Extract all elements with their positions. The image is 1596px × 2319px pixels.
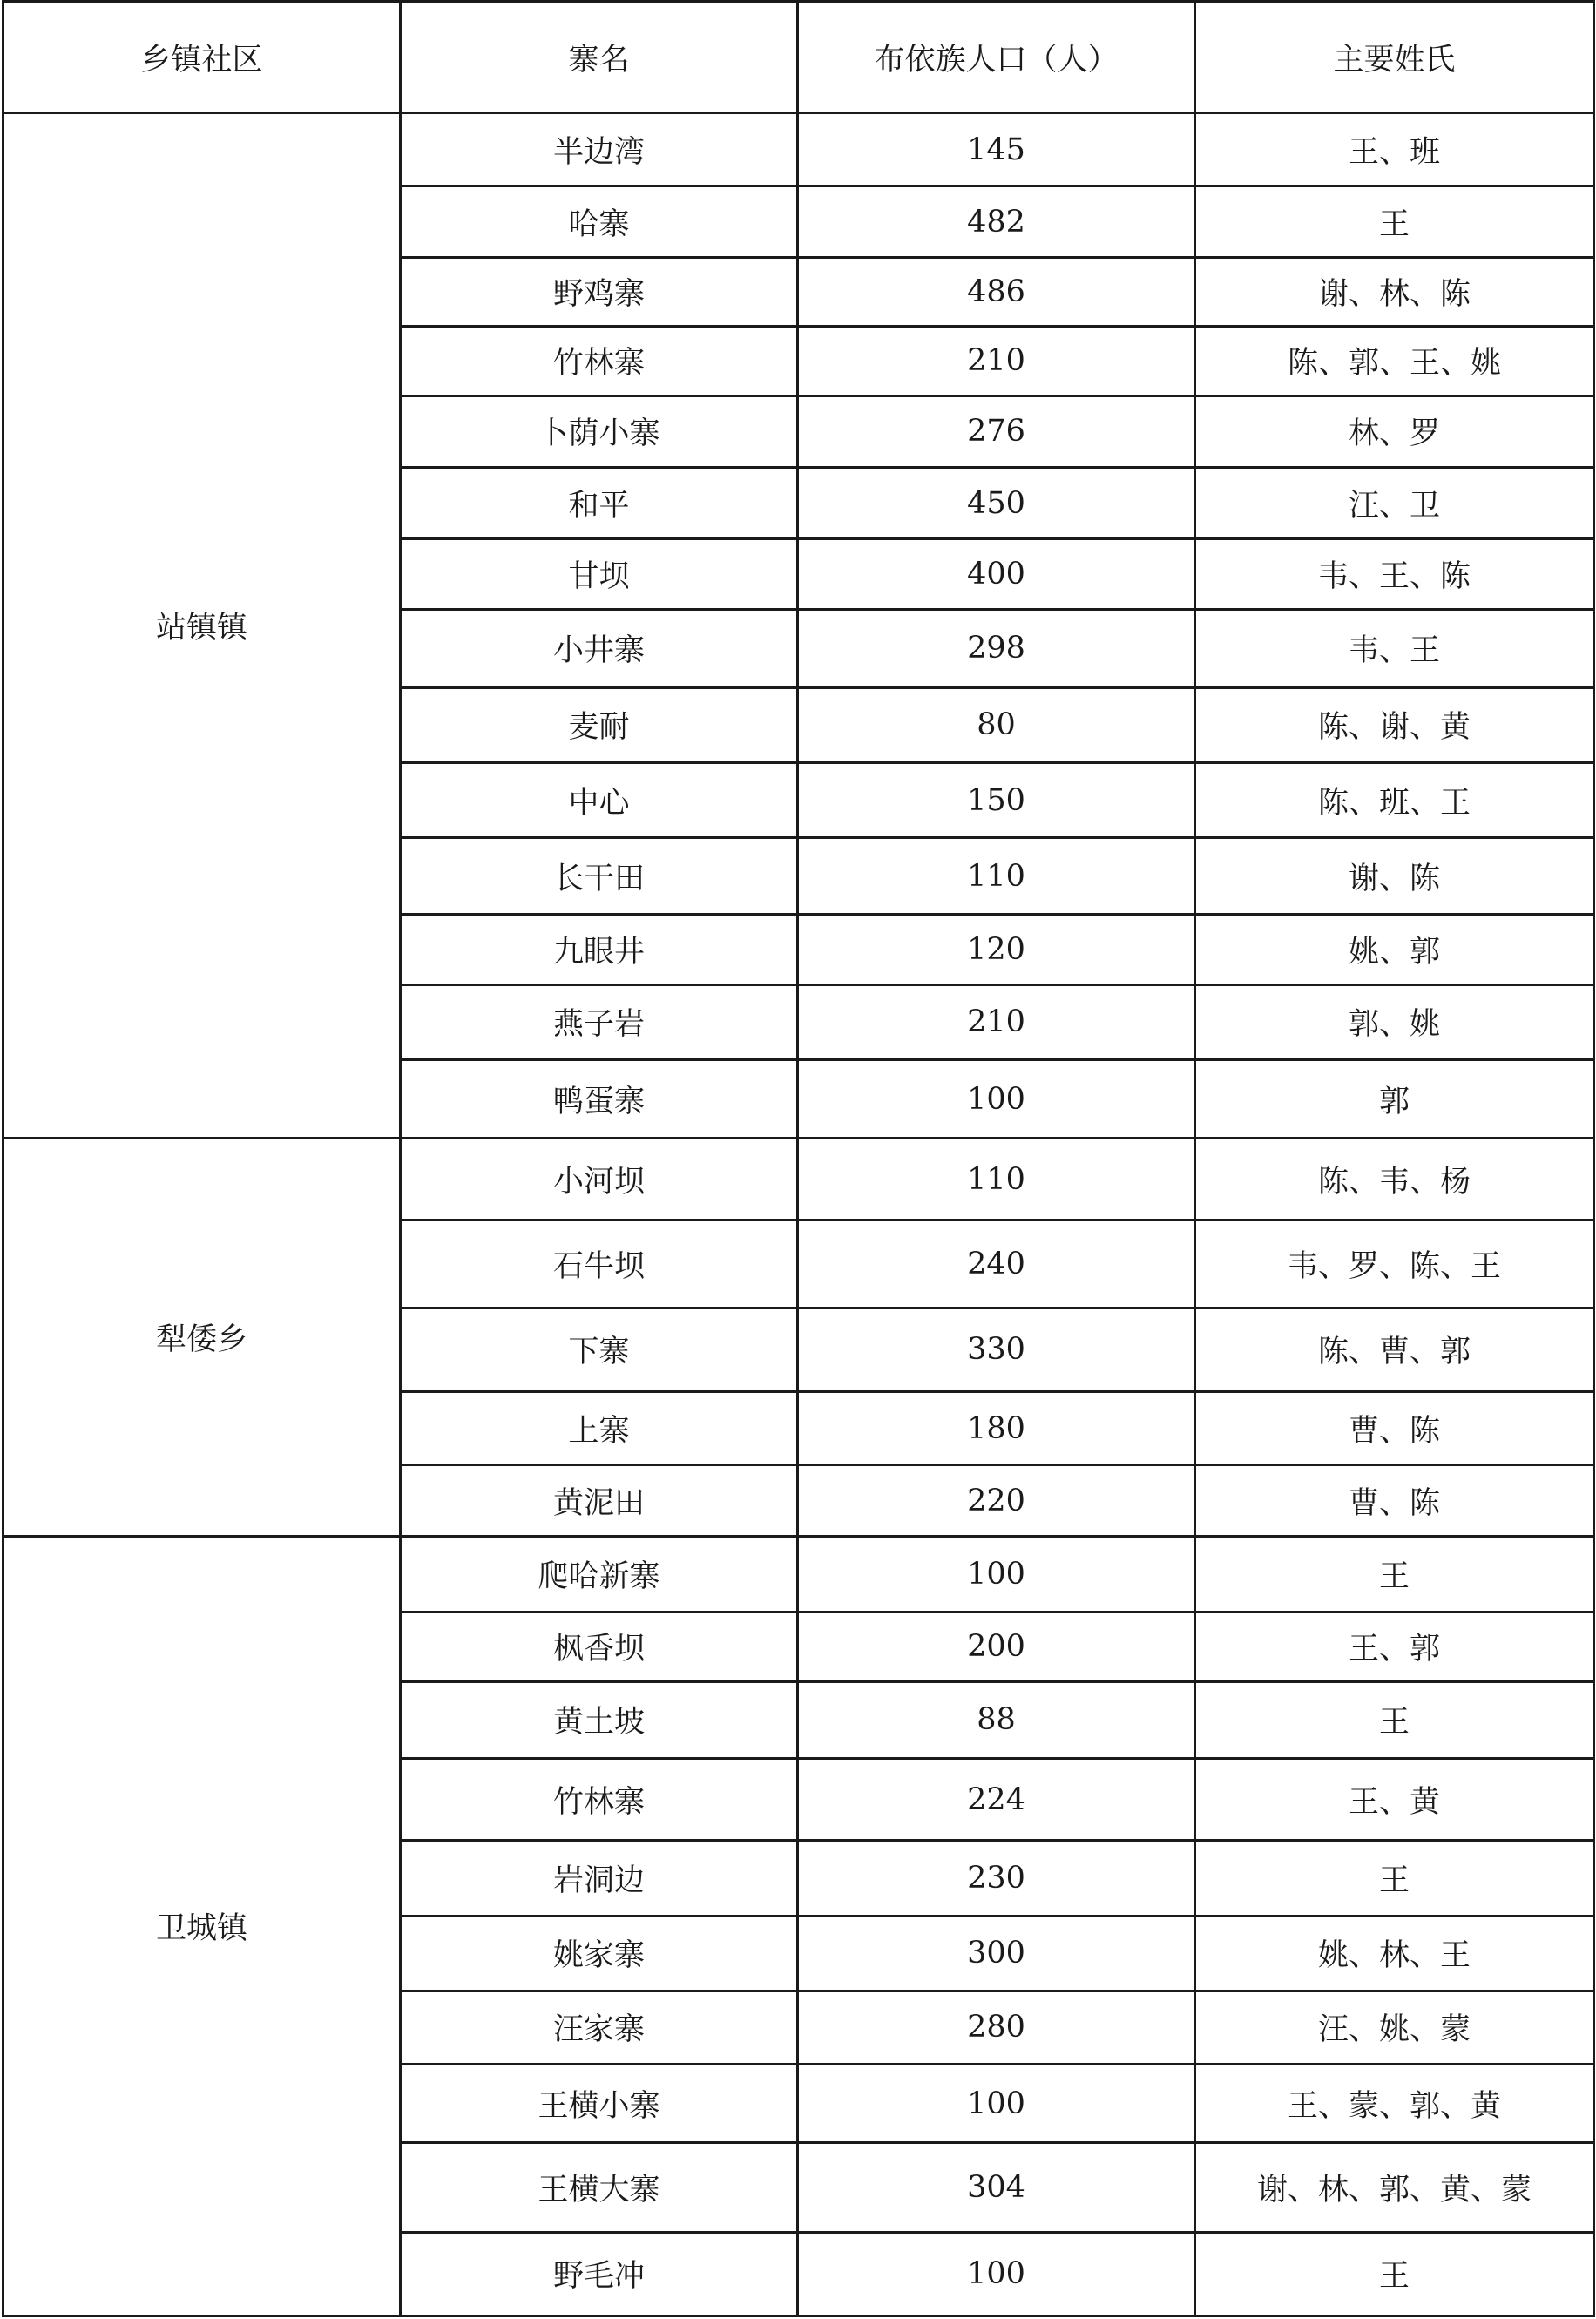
surnames-cell: 陈、韦、杨 bbox=[1195, 1139, 1594, 1220]
village-cell: 野鸡寨 bbox=[401, 258, 798, 326]
village-cell: 石牛坝 bbox=[401, 1220, 798, 1308]
village-cell: 下寨 bbox=[401, 1308, 798, 1391]
surnames-cell: 王 bbox=[1195, 186, 1594, 258]
surnames-cell: 王 bbox=[1195, 1841, 1594, 1916]
population-cell: 276 bbox=[798, 396, 1195, 467]
village-population-table bbox=[2, 0, 1595, 2317]
township-cell: 犁倭乡 bbox=[3, 1139, 401, 1537]
surnames-cell: 韦、王、陈 bbox=[1195, 539, 1594, 609]
surnames-cell: 姚、林、王 bbox=[1195, 1916, 1594, 1991]
population-cell: 210 bbox=[798, 984, 1195, 1059]
surnames-cell: 韦、王 bbox=[1195, 609, 1594, 687]
village-cell: 中心 bbox=[401, 762, 798, 837]
population-cell: 100 bbox=[798, 2232, 1195, 2316]
village-cell: 野毛冲 bbox=[401, 2232, 798, 2316]
population-cell: 220 bbox=[798, 1465, 1195, 1537]
surnames-cell: 王、黄 bbox=[1195, 1759, 1594, 1841]
population-cell: 200 bbox=[798, 1612, 1195, 1681]
table-row bbox=[3, 113, 1594, 186]
population-cell: 330 bbox=[798, 1308, 1195, 1391]
surnames-cell: 郭、姚 bbox=[1195, 984, 1594, 1059]
village-cell: 爬哈新寨 bbox=[401, 1537, 798, 1612]
surnames-cell: 曹、陈 bbox=[1195, 1465, 1594, 1537]
header-village: 寨名 bbox=[401, 2, 798, 113]
population-cell: 110 bbox=[798, 1139, 1195, 1220]
population-cell: 180 bbox=[798, 1391, 1195, 1464]
population-cell: 110 bbox=[798, 838, 1195, 915]
surnames-cell: 谢、林、郭、黄、蒙 bbox=[1195, 2143, 1594, 2232]
table-row bbox=[3, 1139, 1594, 1220]
village-cell: 甘坝 bbox=[401, 539, 798, 609]
table-body bbox=[3, 113, 1594, 2316]
village-cell: 小井寨 bbox=[401, 609, 798, 687]
header-population: 布依族人口（人） bbox=[798, 2, 1195, 113]
population-cell: 240 bbox=[798, 1220, 1195, 1308]
population-cell: 280 bbox=[798, 1991, 1195, 2064]
population-cell: 482 bbox=[798, 186, 1195, 258]
table-header bbox=[3, 2, 1594, 113]
surnames-cell: 林、罗 bbox=[1195, 396, 1594, 467]
population-cell: 120 bbox=[798, 915, 1195, 984]
surnames-cell: 韦、罗、陈、王 bbox=[1195, 1220, 1594, 1308]
surnames-cell: 陈、曹、郭 bbox=[1195, 1308, 1594, 1391]
village-cell: 小河坝 bbox=[401, 1139, 798, 1220]
surnames-cell: 王 bbox=[1195, 1537, 1594, 1612]
village-cell: 麦耐 bbox=[401, 687, 798, 762]
population-cell: 300 bbox=[798, 1916, 1195, 1991]
surnames-cell: 曹、陈 bbox=[1195, 1391, 1594, 1464]
surnames-cell: 陈、谢、黄 bbox=[1195, 687, 1594, 762]
surnames-cell: 陈、班、王 bbox=[1195, 762, 1594, 837]
village-cell: 上寨 bbox=[401, 1391, 798, 1464]
surnames-cell: 王 bbox=[1195, 1681, 1594, 1758]
village-cell: 王横小寨 bbox=[401, 2064, 798, 2142]
village-cell: 竹林寨 bbox=[401, 326, 798, 396]
population-cell: 224 bbox=[798, 1759, 1195, 1841]
population-cell: 88 bbox=[798, 1681, 1195, 1758]
population-cell: 80 bbox=[798, 687, 1195, 762]
village-cell: 和平 bbox=[401, 468, 798, 539]
village-cell: 长干田 bbox=[401, 838, 798, 915]
population-cell: 145 bbox=[798, 113, 1195, 186]
surnames-cell: 王 bbox=[1195, 2232, 1594, 2316]
population-cell: 100 bbox=[798, 1537, 1195, 1612]
population-cell: 486 bbox=[798, 258, 1195, 326]
village-cell: 九眼井 bbox=[401, 915, 798, 984]
village-cell: 王横大寨 bbox=[401, 2143, 798, 2232]
surnames-cell: 汪、卫 bbox=[1195, 468, 1594, 539]
village-cell: 半边湾 bbox=[401, 113, 798, 186]
table-row bbox=[3, 1537, 1594, 1612]
village-cell: 哈寨 bbox=[401, 186, 798, 258]
population-cell: 210 bbox=[798, 326, 1195, 396]
village-cell: 竹林寨 bbox=[401, 1759, 798, 1841]
population-cell: 304 bbox=[798, 2143, 1195, 2232]
village-cell: 汪家寨 bbox=[401, 1991, 798, 2064]
village-cell: 枫香坝 bbox=[401, 1612, 798, 1681]
population-cell: 298 bbox=[798, 609, 1195, 687]
header-row bbox=[3, 2, 1594, 113]
village-cell: 卜荫小寨 bbox=[401, 396, 798, 467]
header-township: 乡镇社区 bbox=[3, 2, 401, 113]
surnames-cell: 谢、林、陈 bbox=[1195, 258, 1594, 326]
surnames-cell: 王、班 bbox=[1195, 113, 1594, 186]
population-cell: 100 bbox=[798, 2064, 1195, 2142]
surnames-cell: 姚、郭 bbox=[1195, 915, 1594, 984]
population-cell: 400 bbox=[798, 539, 1195, 609]
village-cell: 燕子岩 bbox=[401, 984, 798, 1059]
population-cell: 230 bbox=[798, 1841, 1195, 1916]
township-cell: 卫城镇 bbox=[3, 1537, 401, 2316]
surnames-cell: 陈、郭、王、姚 bbox=[1195, 326, 1594, 396]
village-cell: 姚家寨 bbox=[401, 1916, 798, 1991]
population-cell: 450 bbox=[798, 468, 1195, 539]
population-cell: 100 bbox=[798, 1059, 1195, 1138]
village-cell: 岩洞边 bbox=[401, 1841, 798, 1916]
village-cell: 鸭蛋寨 bbox=[401, 1059, 798, 1138]
header-surnames: 主要姓氏 bbox=[1195, 2, 1594, 113]
village-cell: 黄土坡 bbox=[401, 1681, 798, 1758]
population-cell: 150 bbox=[798, 762, 1195, 837]
surnames-cell: 王、蒙、郭、黄 bbox=[1195, 2064, 1594, 2142]
surnames-cell: 谢、陈 bbox=[1195, 838, 1594, 915]
surnames-cell: 郭 bbox=[1195, 1059, 1594, 1138]
surnames-cell: 王、郭 bbox=[1195, 1612, 1594, 1681]
township-cell: 站镇镇 bbox=[3, 113, 401, 1139]
surnames-cell: 汪、姚、蒙 bbox=[1195, 1991, 1594, 2064]
village-cell: 黄泥田 bbox=[401, 1465, 798, 1537]
